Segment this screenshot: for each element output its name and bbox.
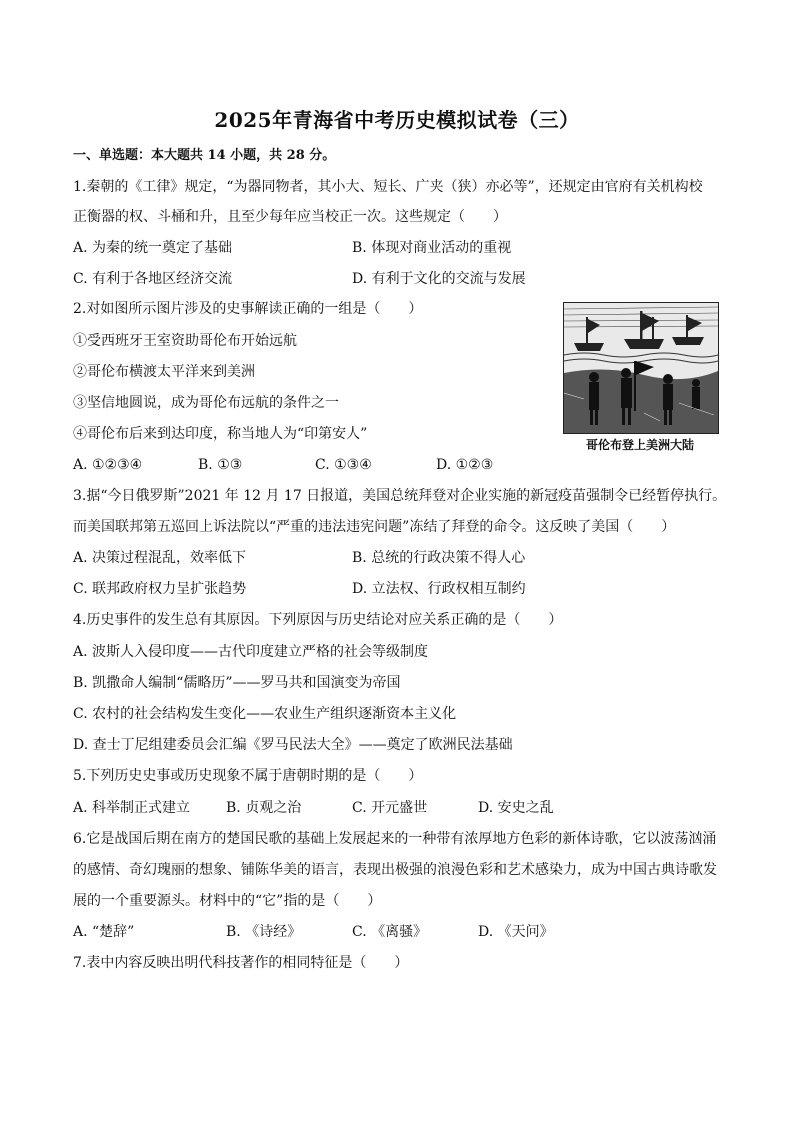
q5-option-a: A. 科举制正式建立 — [73, 800, 191, 816]
q5-option-d: D. 安史之乱 — [478, 800, 554, 816]
q2-statement-2: ②哥伦布横渡太平洋来到美洲 — [73, 364, 255, 380]
q1-option-d: D. 有利于文化的交流与发展 — [352, 271, 526, 287]
q3-stem-line2: 而美国联邦第五巡回上诉法院以“严重的违法违宪问题”冻结了拜登的命令。这反映了美国（ ） — [73, 519, 676, 535]
q1-option-a: A. 为秦的统一奠定了基础 — [73, 240, 233, 256]
q2-option-d: D. ①②③ — [436, 457, 494, 473]
q6-stem-line2: 的感情、奇幻瑰丽的想象、铺陈华美的语言，表现出极强的浪漫色彩和艺术感染力，成为中国古典诗歌发 — [73, 862, 717, 878]
columbus-landing-image — [563, 302, 719, 434]
q1-option-c: C. 有利于各地区经济交流 — [73, 271, 233, 287]
q3-option-c: C. 联邦政府权力呈扩张趋势 — [73, 581, 247, 597]
q5-option-b: B. 贞观之治 — [226, 800, 302, 816]
q6-stem-line3: 展的一个重要源头。材料中的“它”指的是（ ） — [73, 893, 382, 909]
q2-option-b: B. ①③ — [198, 457, 243, 473]
q2-statement-1: ①受西班牙王室资助哥伦布开始远航 — [73, 333, 297, 349]
q3-option-a: A. 决策过程混乱，效率低下 — [73, 550, 247, 566]
q6-stem-line1: 6.它是战国后期在南方的楚国民歌的基础上发展起来的一种带有浓厚地方色彩的新体诗歌，它以波荡汹涌 — [73, 831, 717, 847]
q4-option-b: B. 凯撒命人编制“儒略历”——罗马共和国演变为帝国 — [73, 675, 401, 691]
q3-option-d: D. 立法权、行政权相互制约 — [352, 581, 526, 597]
q2-stem: 2.对如图所示图片涉及的史事解读正确的一组是（ ） — [73, 301, 423, 317]
q6-option-d: D. 《天问》 — [478, 924, 554, 940]
q3-stem-line1: 3.据“今日俄罗斯”2021 年 12 月 17 日报道，美国总统拜登对企业实施的新冠疫苗强制令已经暂停执行。 — [73, 488, 727, 504]
q4-stem: 4.历史事件的发生总有其原因。下列原因与历史结论对应关系正确的是（ ） — [73, 612, 563, 628]
q5-stem: 5.下列历史史事或历史现象不属于唐朝时期的是（ ） — [73, 768, 423, 784]
q1-stem-line2: 正衡器的权、斗桶和升，且至少每年应当校正一次。这些规定（ ） — [73, 209, 507, 225]
q6-option-a: A. “楚辞” — [73, 924, 135, 940]
q4-option-a: A. 波斯人入侵印度——古代印度建立严格的社会等级制度 — [73, 644, 429, 660]
q6-option-b: B. 《诗经》 — [226, 924, 302, 940]
q1-option-b: B. 体现对商业活动的重视 — [352, 240, 512, 256]
page-title: 2025年青海省中考历史模拟试卷（三） — [214, 108, 580, 132]
q5-option-c: C. 开元盛世 — [352, 800, 428, 816]
q2-statement-4: ④哥伦布后来到达印度，称当地人为“印第安人” — [73, 426, 368, 442]
q2-statement-3: ③坚信地圆说，成为哥伦布远航的条件之一 — [73, 395, 339, 411]
q4-option-d: D. 查士丁尼组建委员会汇编《罗马民法大全》——奠定了欧洲民法基础 — [73, 737, 513, 753]
q6-option-c: C. 《离骚》 — [352, 924, 428, 940]
q2-option-a: A. ①②③④ — [73, 457, 143, 473]
image-caption: 哥伦布登上美洲大陆 — [585, 438, 694, 452]
q3-option-b: B. 总统的行政决策不得人心 — [352, 550, 526, 566]
q2-option-c: C. ①③④ — [315, 457, 372, 473]
q4-option-c: C. 农村的社会结构发生变化——农业生产组织逐渐资本主义化 — [73, 706, 457, 722]
section-heading: 一、单选题：本大题共 14 小题，共 28 分。 — [73, 148, 336, 163]
q1-stem-line1: 1.秦朝的《工律》规定，“为器同物者，其小大、短长、广夹（狭）亦必等”，还规定由官府有关机构校 — [73, 179, 703, 195]
q7-stem: 7.表中内容反映出明代科技著作的相同特征是（ ） — [73, 955, 409, 971]
